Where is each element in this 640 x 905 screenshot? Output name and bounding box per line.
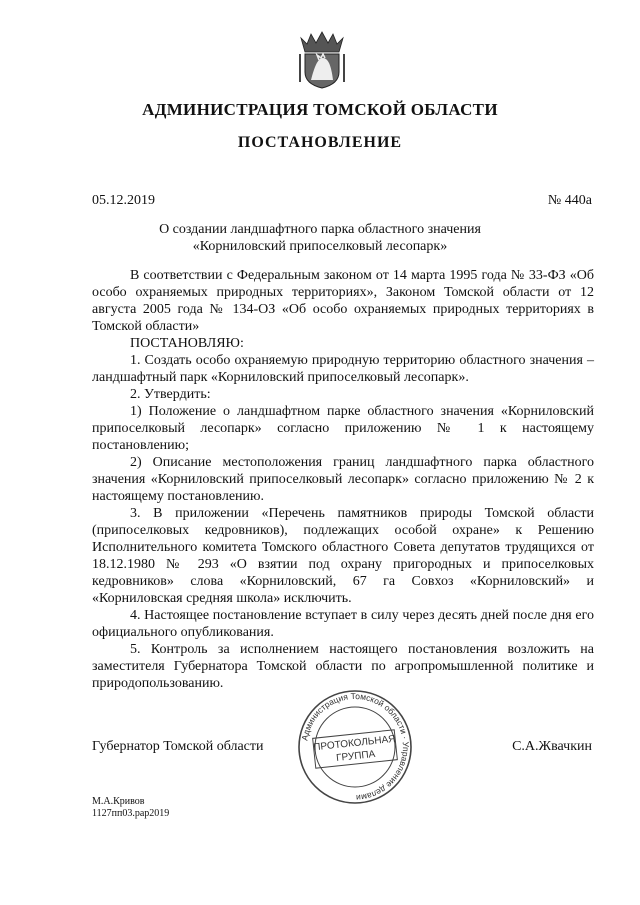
decree-word: ПОСТАНОВЛЯЮ:: [130, 336, 244, 351]
executor-block: [92, 796, 169, 820]
signatory-position: Губернатор Томской области: [92, 739, 264, 754]
stamp-center-line-1: ПРОТОКОЛЬНАЯ: [312, 733, 397, 754]
paragraph-item-5: 5. Контроль за исполнением настоящего постановления возложить на заместителя Губернатора Томской области по агропромышленной политике и природопользованию.: [92, 642, 594, 691]
document-date: 05.12.2019: [92, 193, 155, 208]
organization-title: АДМИНИСТРАЦИЯ ТОМСКОЙ ОБЛАСТИ: [142, 100, 498, 119]
official-stamp: [296, 688, 414, 806]
executor-name: М.А.Кривов: [92, 796, 145, 807]
executor-ref: 1127пп03.рар2019: [92, 808, 170, 819]
paragraph-item-4: 4. Настоящее постановление вступает в силу через десять дней после дня его официального опубликования.: [92, 608, 594, 640]
paragraph-item-3: 3. В приложении «Перечень памятников природы Томской области (припоселковых кедровников), подлежащих особой охране» к Решению Исполнительного комитета Томского областного Совета депутатов трудящихся от 18.12.1980 № 293 «О взятии под охрану пригородных и припоселковых кедровников» слова «Корниловский, 67 га Совхоз «Корниловский» и «Корниловская средняя школа» исключить.: [92, 506, 594, 606]
document-subject: [0, 221, 640, 255]
coat-of-arms-icon: [297, 30, 347, 90]
stamp-center-line-2: ГРУППА: [335, 748, 376, 764]
stamp-ring-text: Администрация Томской области · Управление делами: [299, 690, 412, 804]
paragraph-item-2: 2. Утвердить:: [130, 387, 211, 402]
signatory-name: С.А.Жвачкин: [512, 739, 592, 754]
subject-line-2: «Корниловский припоселковый лесопарк»: [192, 239, 448, 254]
document-body: [92, 267, 594, 692]
paragraph-item-2-2: 2) Описание местоположения границ ландшафтного парка областного значения «Корниловский припоселковый лесопарк» согласно приложению № 2 к настоящему постановлению.: [92, 455, 594, 504]
preamble-paragraph: В соответствии с Федеральным законом от 14 марта 1995 года № 33-ФЗ «Об особо охраняемых природных территориях», Законом Томской области от 12 августа 2005 года № 134-ОЗ «Об особо охраняемых природных территориях в Томской области»: [92, 268, 594, 334]
paragraph-item-1: 1. Создать особо охраняемую природную территорию областного значения – ландшафтный парк «Корниловский припоселковый лесопарк».: [92, 353, 594, 385]
document-type: ПОСТАНОВЛЕНИЕ: [237, 134, 403, 151]
document-number: № 440а: [547, 193, 592, 208]
subject-line-1: О создании ландшафтного парка областного значения: [159, 222, 481, 237]
paragraph-item-2-1: 1) Положение о ландшафтном парке областного значения «Корниловский припоселковый лесопарк» согласно приложению № 1 к настоящему постановлению;: [92, 404, 594, 453]
